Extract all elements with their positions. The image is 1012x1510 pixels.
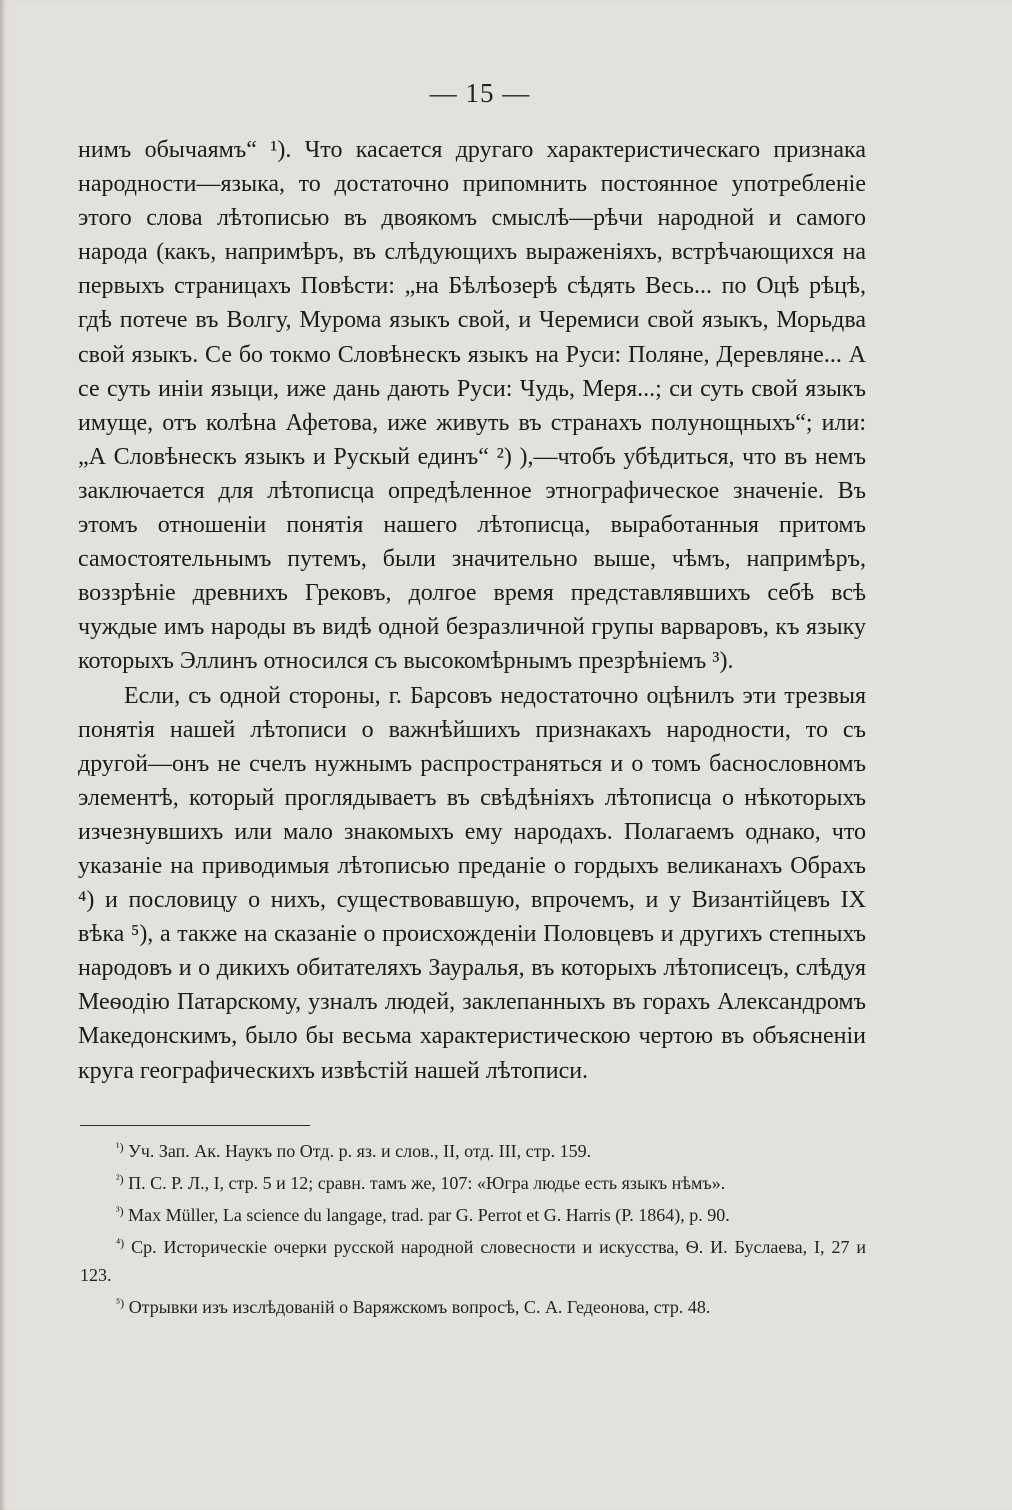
footnote [80, 1133, 866, 1165]
paragraph: нимъ обычаямъ“ ¹). Что касается другаго характеристическаго признака народности—языка, то достаточно припомнить постоянное употребленіе этого слова лѣтописью въ двоякомъ смыслѣ—рѣчи народной и самого народа (какъ, напримѣръ, въ слѣдующихъ выраженіяхъ, встрѣчающихся на первыхъ страницахъ Повѣсти: „на Бѣлѣозерѣ сѣдять Весь... по Оцѣ рѣцѣ, гдѣ потече въ Волгу, Мурома языкъ свой, и Черемиси свой языкъ, Морьдва свой языкъ. Се бо токмо Словѣнескъ языкъ на Руси: Поляне, Деревляне... А се суть иніи языци, иже дань дають Руси: Чудь, Меря...; си суть свой языкъ имуще, отъ колѣна Афетова, иже живуть въ странахъ полунощныхъ“; или: „А Словѣнескъ языкъ и Рускый единъ“ ²) ),—чтобъ убѣдиться, что въ немъ заключается для лѣтописца опредѣленное этнографическое значеніе. Въ этомъ отношеніи понятія нашего лѣтописца, выработанныя притомъ самостоятельнымъ путемъ, были значительно выше, чѣмъ, напримѣръ, воззрѣніе древнихъ Грековъ, долгое время представлявшихъ себѣ всѣ чуждые имъ народы въ видѣ одной безразличной групы варваровъ, къ языку которыхъ Эллинъ относился съ высокомѣрнымъ презрѣніемъ ³). [78, 137, 866, 675]
footnote-mark: ¹) [116, 1140, 124, 1154]
footnotes [80, 1133, 866, 1321]
footnote-mark: ³) [116, 1204, 124, 1218]
footnote-mark: ²) [116, 1172, 124, 1186]
footnote [80, 1229, 866, 1289]
footnote [80, 1165, 866, 1197]
footnote [80, 1289, 866, 1321]
footnote-text: П. С. Р. Л., I, стр. 5 и 12; сравн. тамъ же, 107: «Югра людье есть языкъ нѣмъ». [128, 1173, 726, 1193]
footnote-text: Уч. Зап. Ак. Наукъ по Отд. р. яз. и слов., II, отд. III, стр. 159. [128, 1141, 592, 1161]
footnote-text: Отрывки изъ изслѣдованій о Варяжскомъ вопросѣ, С. А. Гедеонова, стр. 48. [128, 1297, 711, 1317]
footnote-mark: ⁴) [116, 1236, 125, 1250]
main-text [78, 133, 866, 1088]
footnote-text: Max Müller, La science du langage, trad. par G. Perrot et G. Harris (P. 1864), p. 90. [128, 1205, 730, 1225]
footnote-text: Ср. Историческіе очерки русской народной словесности и искусства, Ѳ. И. Буслаева, I, 27 и 123. [80, 1237, 867, 1285]
footnote [80, 1197, 866, 1229]
page-number: — 15 — [429, 78, 531, 108]
paragraph: Если, съ одной стороны, г. Барсовъ недостаточно оцѣнилъ эти трезвыя понятія нашей лѣтописи о важнѣйшихъ признакахъ народности, то съ другой—онъ не счелъ нужнымъ распространяться и о томъ баснословномъ элементѣ, который проглядываетъ въ свѣдѣніяхъ лѣтописца о нѣкоторыхъ изчезнувшихъ или мало знакомыхъ ему народахъ. Полагаемъ однако, что указаніе на приводимыя лѣтописью преданіе о гордыхъ великанахъ Обрахъ ⁴) и пословицу о нихъ, существовавшую, впрочемъ, и у Византійцевъ IX вѣка ⁵), а также на сказаніе о происхожденіи Половцевъ и другихъ степныхъ народовъ и о дикихъ обитателяхъ Зауралья, въ которыхъ лѣтописецъ, слѣдуя Меѳодію Патарскому, узналъ людей, заклепанныхъ въ горахъ Александромъ Македонскимъ, было бы весьма характеристическою чертою въ объясненіи круга географическихъ извѣстій нашей лѣтописи. [78, 682, 866, 1084]
footnote-mark: ⁵) [116, 1296, 125, 1310]
footnote-divider [80, 1125, 310, 1126]
